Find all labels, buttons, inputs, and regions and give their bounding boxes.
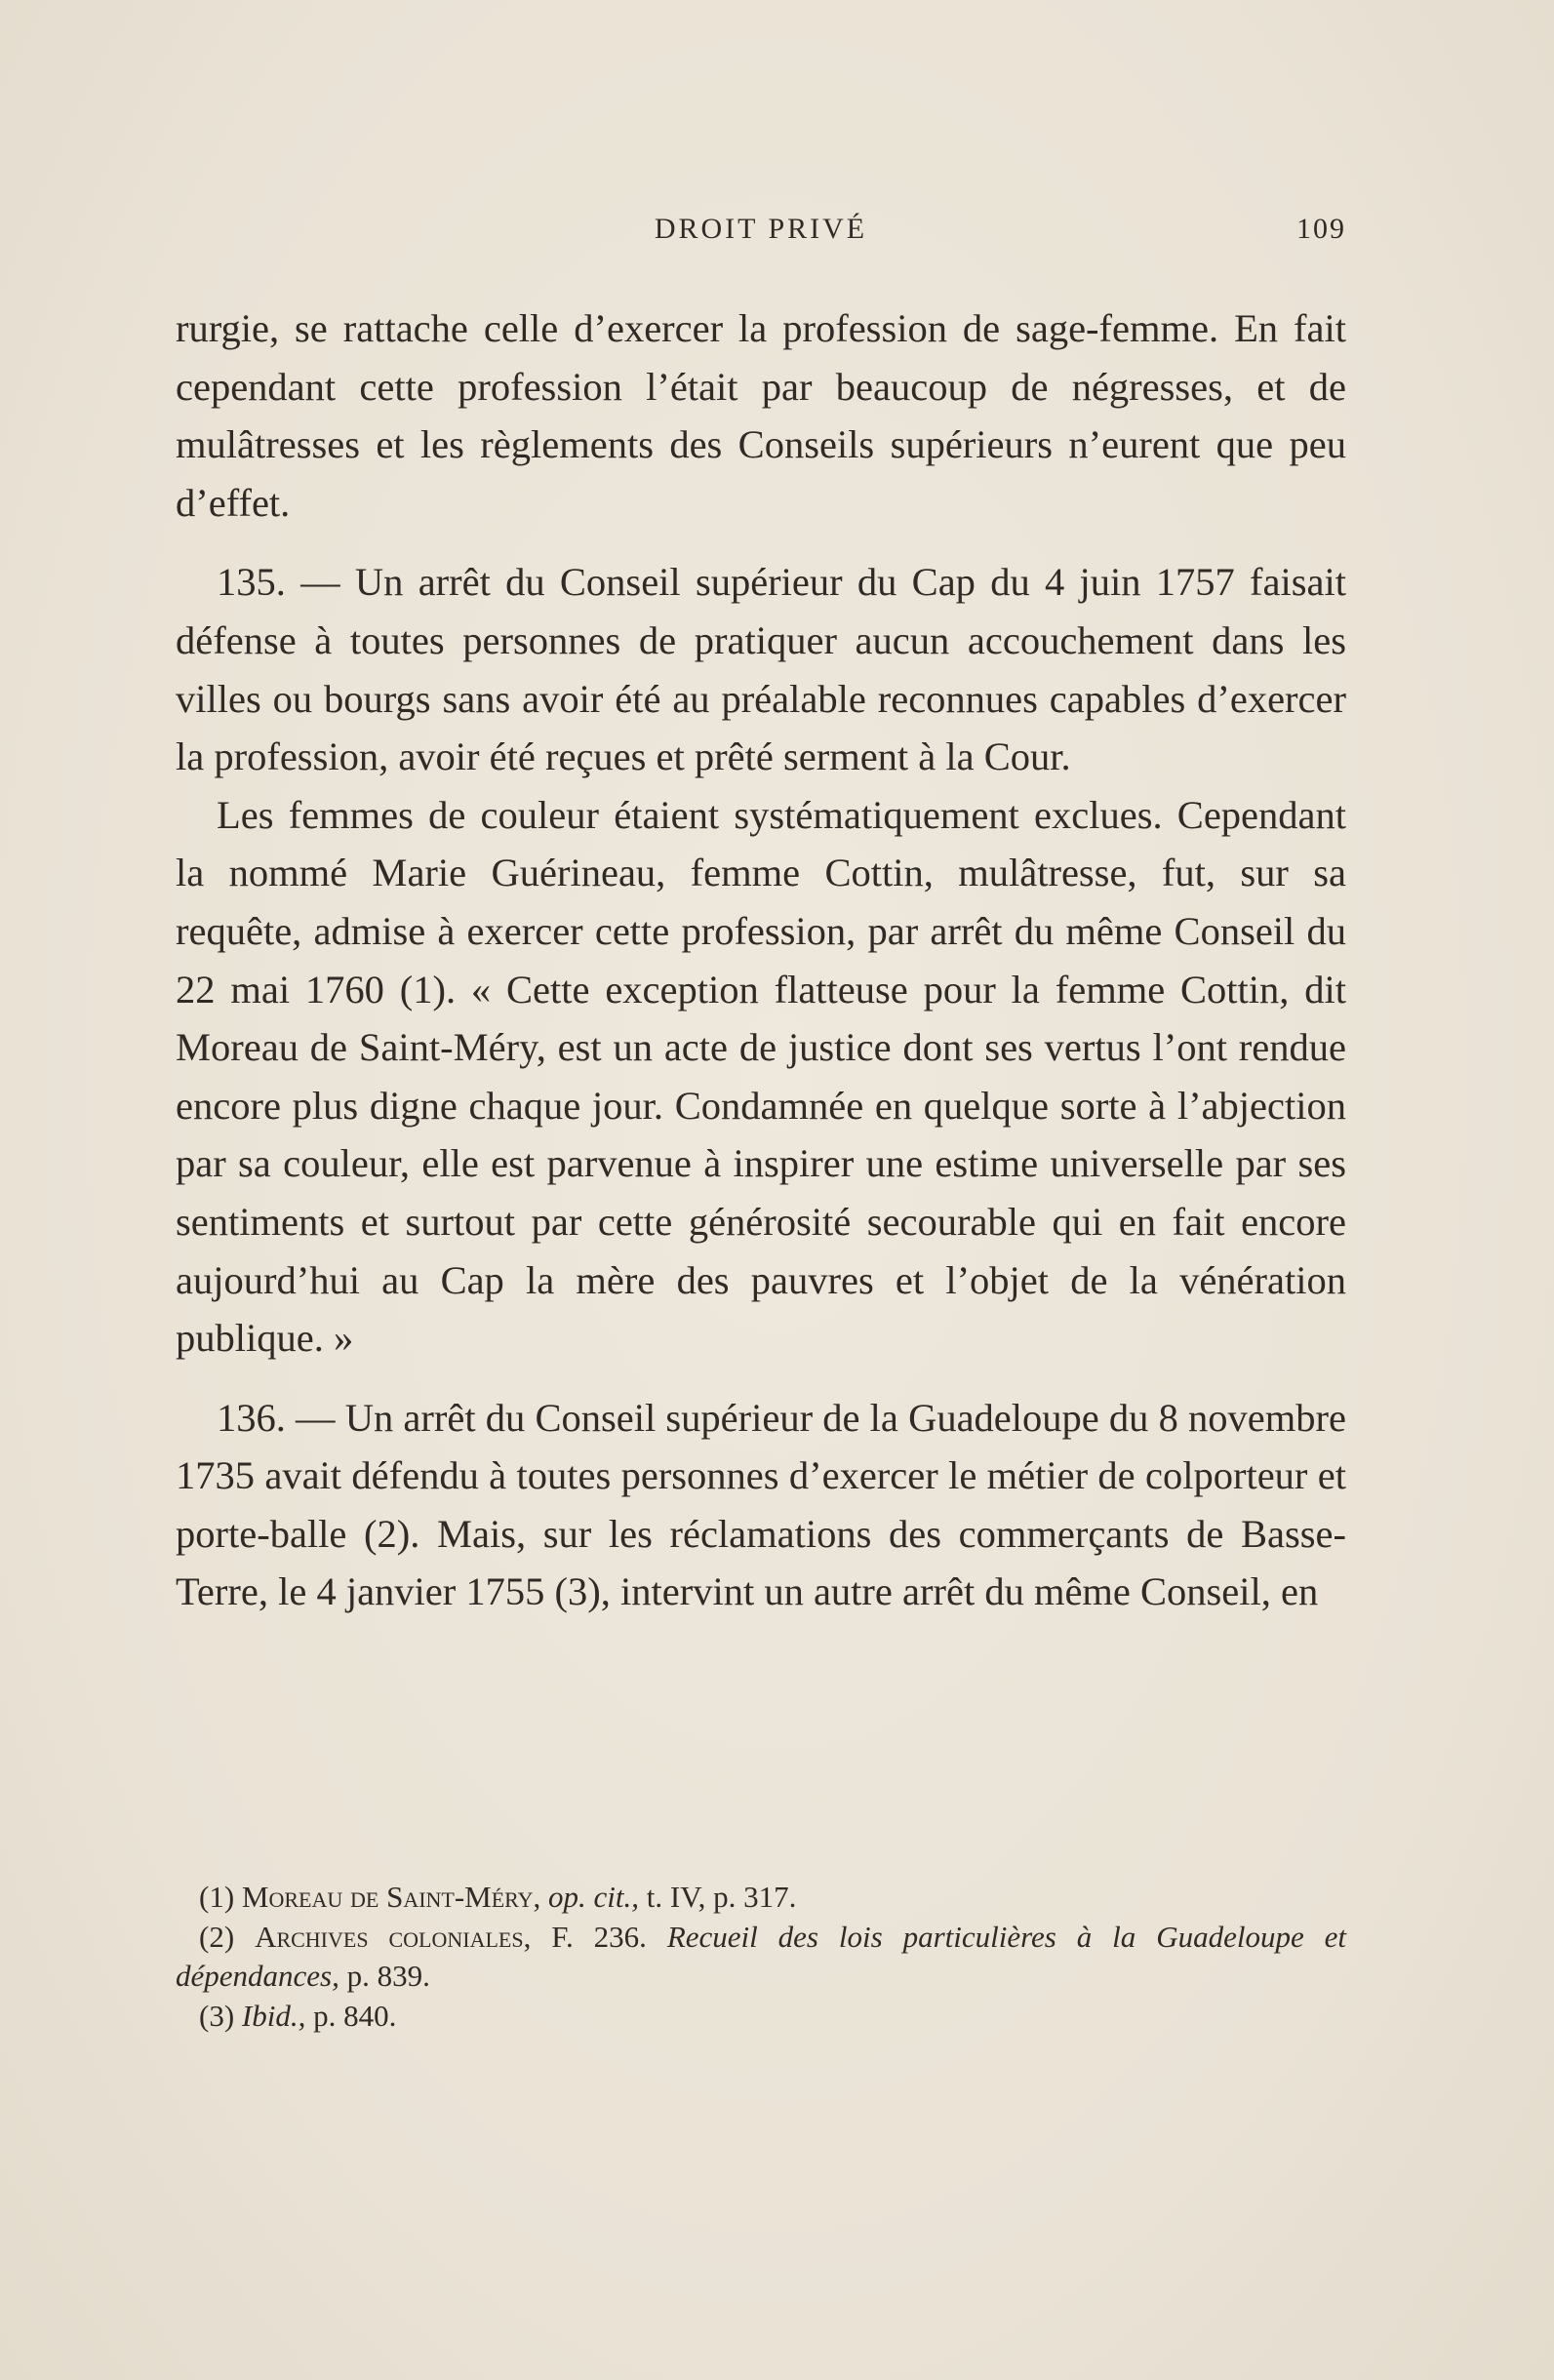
footnote-3-ref: Ibid., — [241, 1998, 306, 2033]
running-title: DROIT PRIVÉ — [654, 213, 868, 245]
footnote-3-number: (3) — [199, 1998, 235, 2033]
paragraph-136: 136. — Un arrêt du Conseil supérieur de la Guadeloupe du 8 novembre 1735 avait défendu à toutes personnes d’exercer le métier de colporteur et porte-balle (2). Mais, sur les réclamations des commerçants de Basse-Terre, le 4 janvier 1755 (3), intervint un autre arrêt du même Conseil, en — [176, 1395, 1346, 1614]
footnote-2-title: Recueil des lois particulières à la Guadeloupe et dépendances, — [176, 1919, 1346, 1993]
body-text — [176, 299, 1346, 1621]
footnote-2-mid: F. 236. — [551, 1919, 647, 1954]
footnote-2 — [176, 1918, 1346, 1997]
footnotes — [176, 1878, 1346, 2036]
running-head — [176, 213, 1346, 252]
footnote-2-number: (2) — [199, 1919, 235, 1954]
page-number: 109 — [1296, 213, 1346, 245]
footnote-1-ref: op. cit., — [548, 1880, 640, 1914]
footnote-2-author: Archives coloniales, — [255, 1919, 532, 1954]
footnote-1 — [176, 1878, 1346, 1918]
footnote-1-rest: t. IV, p. 317. — [646, 1880, 797, 1914]
footnote-3-rest: p. 840. — [313, 1998, 397, 2033]
paragraph-135: 135. — Un arrêt du Conseil supérieur du Cap du 4 juin 1757 faisait défense à toutes personnes de pratiquer aucun accouchement dans les villes ou bourgs sans avoir été au préalable reconnues capables d’exercer la profession, avoir été reçues et prêté serment à la Cour. — [176, 560, 1346, 779]
paragraph-3: Les femmes de couleur étaient systématiquement exclues. Cependant la nommé Marie Guérineau, femme Cottin, mulâtresse, fut, sur sa requête, admise à exercer cette profession, par arrêt du même Conseil du 22 mai 1760 (1). « Cette exception flatteuse pour la femme Cottin, dit Moreau de Saint-Méry, est un acte de justice dont ses vertus l’ont rendue encore plus digne chaque jour. Condamnée en quelque sorte à l’abjection par sa couleur, elle est parvenue à inspirer une estime universelle par ses sentiments et surtout par cette générosité secourable qui en fait encore aujourd’hui au Cap la mère des pauvres et l’objet de la vénération publique. » — [176, 792, 1346, 1361]
paragraph-1: rurgie, se rattache celle d’exercer la profession de sage-femme. En fait cependant cette profession l’était par beaucoup de négresses, et de mulâtresses et les règlements des Conseils supérieurs n’eurent que peu d’effet. — [176, 306, 1346, 525]
footnote-1-number: (1) — [199, 1880, 235, 1914]
footnote-3 — [176, 1997, 1346, 2037]
footnote-1-author: Moreau de Saint-Méry, — [241, 1880, 541, 1914]
footnote-2-rest: p. 839. — [346, 1959, 430, 1993]
